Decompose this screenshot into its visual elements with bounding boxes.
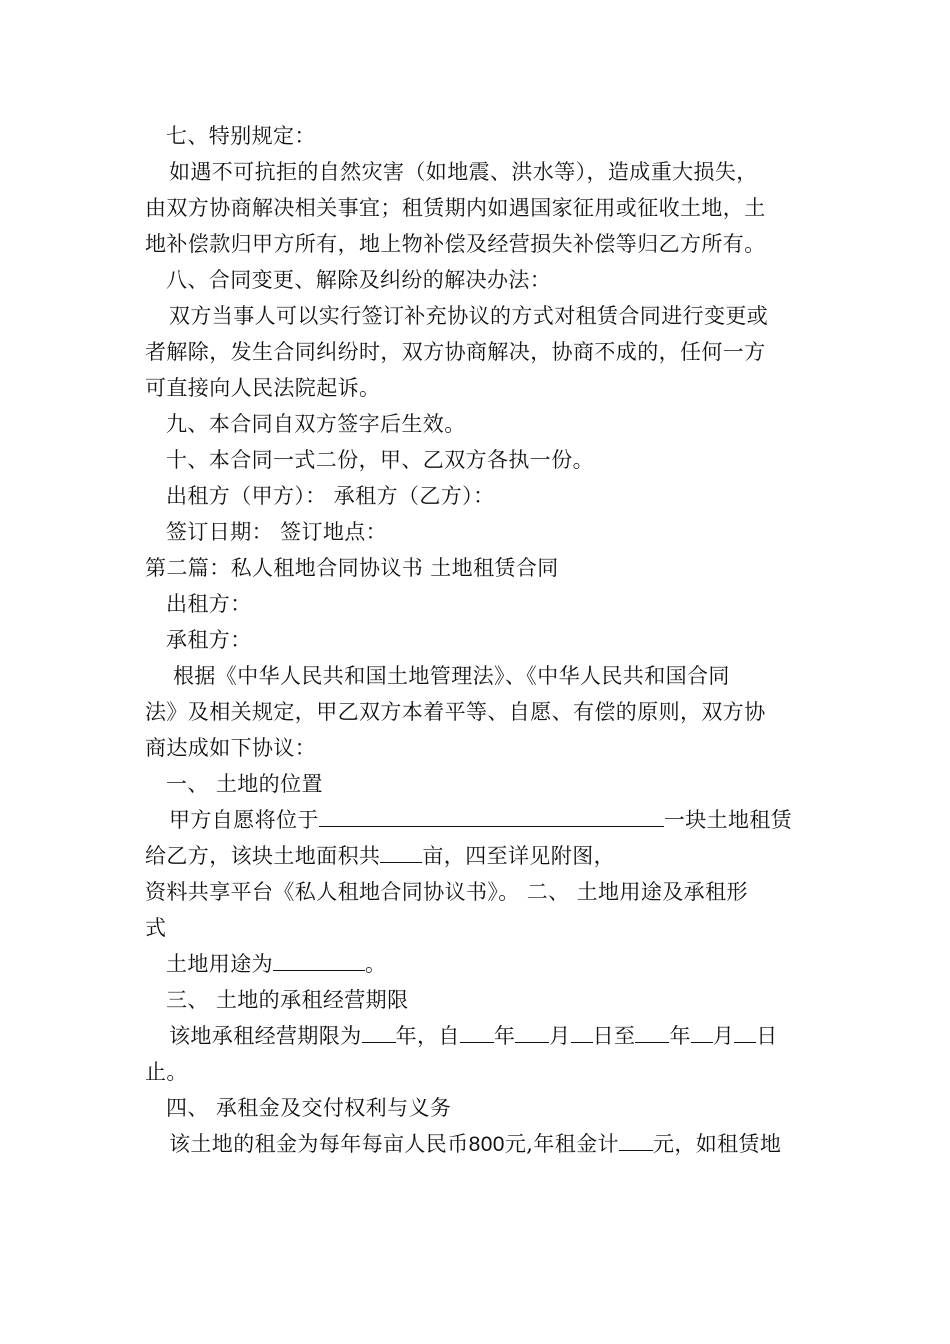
clause-8-heading: 八、合同变更、解除及纠纷的解决办法： [166, 268, 552, 292]
end-year-blank [635, 1018, 669, 1043]
article-4-heading: 四、 承租金及交付权利与义务 [166, 1096, 452, 1120]
rent-text-c: 元,年租金计 [504, 1132, 619, 1156]
start-day-blank [571, 1018, 593, 1043]
article-1-text-1a: 甲方自愿将位于 [169, 808, 319, 832]
clause-10: 十、本合同一式二份，甲、乙双方各执一份。 [166, 448, 594, 472]
land-use [145, 946, 810, 982]
rent-text-a: 该土地的租金为每年每亩人民币 [169, 1132, 469, 1156]
article-3-heading: 三、 土地的承租经营期限 [166, 988, 409, 1012]
area-blank [380, 838, 422, 863]
lease-term-a: 该地承租经营期限为 [169, 1024, 362, 1048]
preamble-2: 法》及相关规定，甲乙双方本着平等、自愿、有偿的原则，双方协 [145, 700, 766, 724]
document-page [145, 118, 810, 1162]
preamble-3: 商达成如下协议： [145, 736, 317, 760]
article-1-text-2a: 给乙方，该块土地面积共 [145, 844, 381, 868]
signature-date-place: 签订日期： 签订地点： [166, 520, 388, 544]
lease-term [145, 1018, 810, 1054]
clause-7-heading: 七、特别规定： [166, 124, 316, 148]
land-use-blank [273, 946, 365, 971]
section-2-title: 第二篇：私人租地合同协议书 土地租赁合同 [145, 556, 559, 580]
term-years-blank [362, 1018, 396, 1043]
location-blank [319, 802, 664, 827]
lease-term-c: 年 [493, 1024, 516, 1048]
start-month-blank [515, 1018, 549, 1043]
end-day-blank [734, 1018, 756, 1043]
lease-term-b: 年，自 [395, 1024, 460, 1048]
lease-term-e: 日至 [592, 1024, 636, 1048]
lease-term-g: 月 [712, 1024, 735, 1048]
clause-7-text-3: 地补偿款归甲方所有，地上物补偿及经营损失补偿等归乙方所有。 [145, 232, 766, 256]
rent-text [145, 1126, 810, 1162]
lessor-label: 出租方： [166, 592, 252, 616]
annual-rent-blank [619, 1126, 653, 1151]
lease-term-d: 月 [549, 1024, 571, 1048]
rent-amount: 800 [468, 1133, 505, 1156]
article-1-text-1b: 一块土地租赁 [663, 808, 793, 832]
rent-text-d: 元，如租赁地 [652, 1132, 782, 1156]
article-1-heading: 一、 土地的位置 [166, 772, 323, 796]
lease-term-f: 年 [669, 1024, 691, 1048]
article-1-text-1 [145, 802, 810, 838]
preamble-1: 根据《中华人民共和国土地管理法》、《中华人民共和国合同 [173, 664, 730, 688]
clause-8-text-2: 者解除，发生合同纠纷时，双方协商解决，协商不成的，任何一方 [145, 340, 766, 364]
clause-7-text-2: 由双方协商解决相关事宜；租赁期内如遇国家征用或征收土地，土 [145, 196, 766, 220]
signature-parties: 出租方（甲方）： 承租方（乙方）： [166, 484, 495, 508]
article-2-inline-end: 式 [145, 916, 167, 940]
clause-8-text-1: 双方当事人可以实行签订补充协议的方式对租赁合同进行变更或 [169, 304, 769, 328]
article-2-inline: 资料共享平台《私人租地合同协议书》。 二、 土地用途及承租形 [145, 880, 748, 904]
land-use-end: 。 [365, 952, 387, 976]
lessee-label: 承租方： [166, 628, 252, 652]
clause-7-text-1: 如遇不可抗拒的自然灾害（如地震、洪水等），造成重大损失， [169, 160, 758, 184]
article-1-text-2 [145, 838, 810, 874]
lease-term-end: 止。 [145, 1060, 188, 1084]
lease-term-h: 日 [756, 1024, 778, 1048]
end-month-blank [691, 1018, 713, 1043]
clause-9: 九、本合同自双方签字后生效。 [166, 412, 466, 436]
clause-8-text-3: 可直接向人民法院起诉。 [145, 376, 381, 400]
land-use-label: 土地用途为 [166, 952, 273, 976]
start-year-blank [460, 1018, 494, 1043]
article-1-text-2b: 亩，四至详见附图， [422, 844, 616, 868]
